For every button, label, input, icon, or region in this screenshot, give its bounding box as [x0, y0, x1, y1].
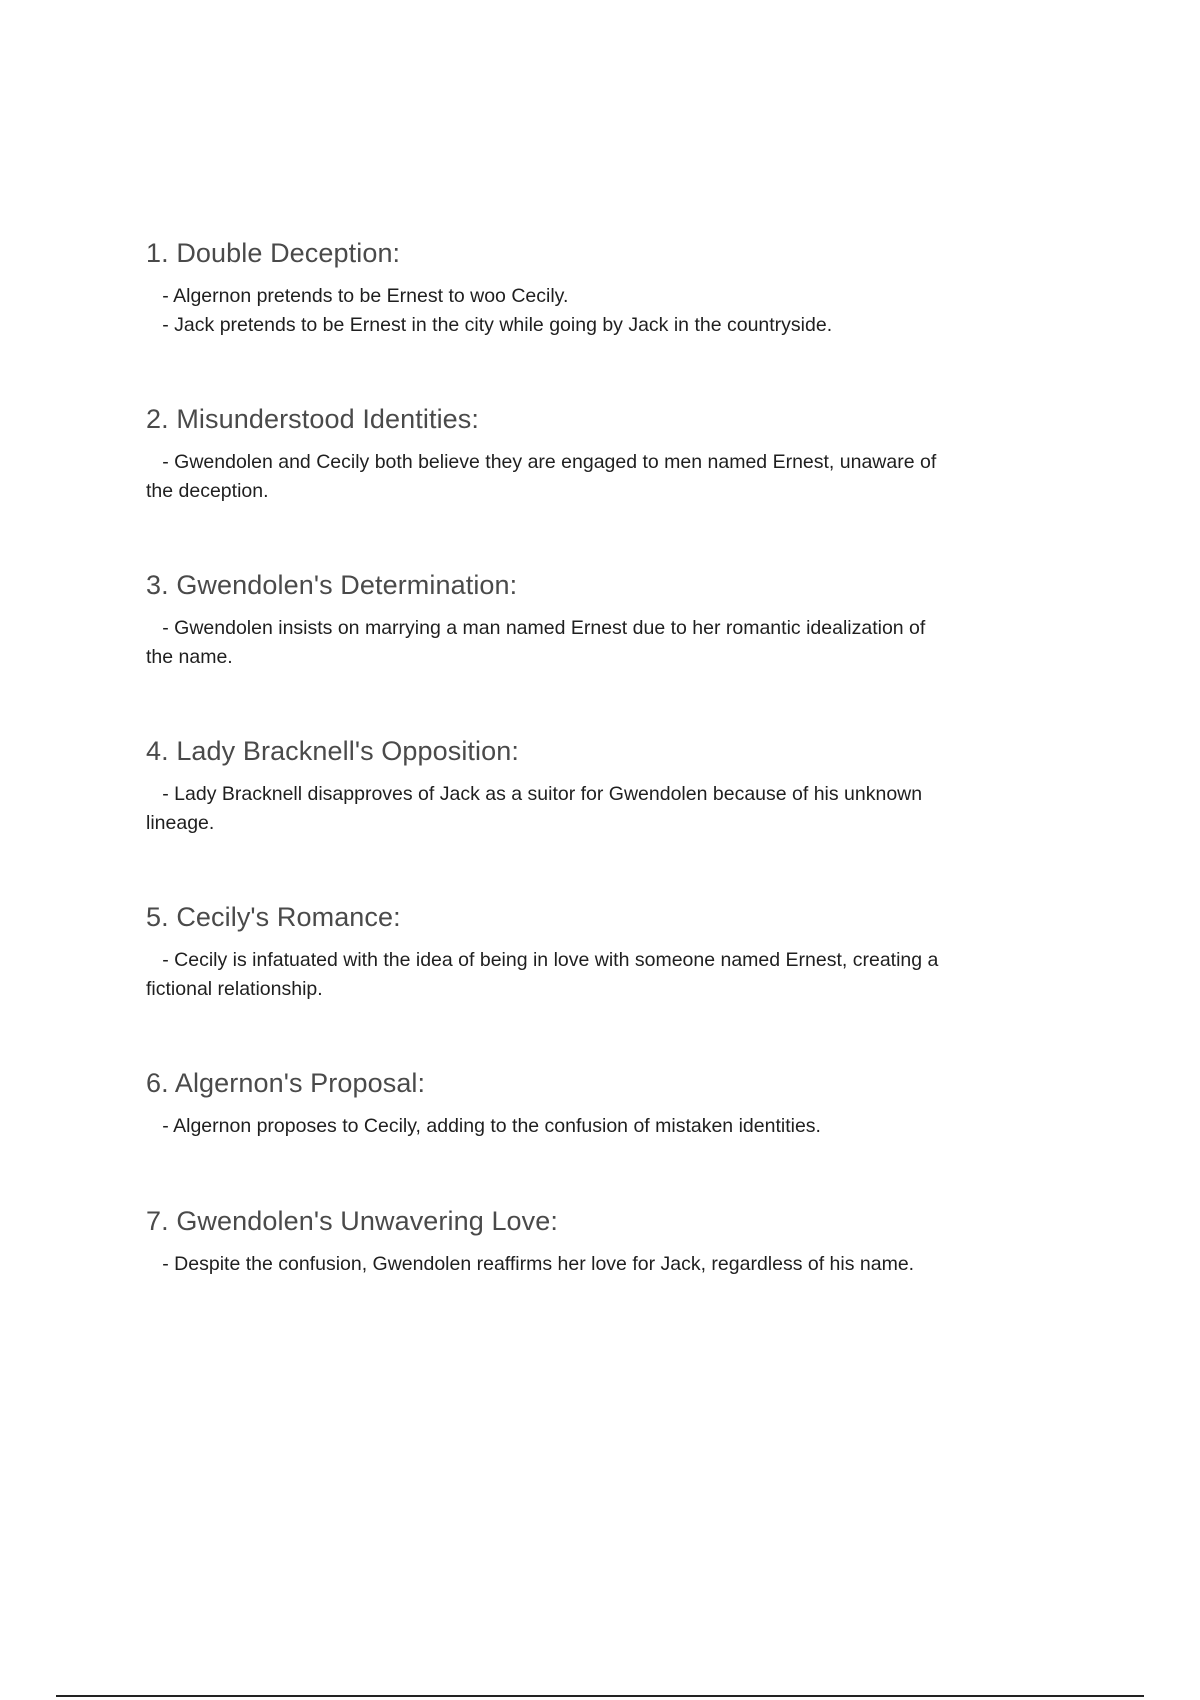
section-body: [146, 448, 936, 506]
section-lady-bracknells-opposition: [146, 734, 922, 838]
footer-divider: [56, 1695, 1144, 1697]
section-gwendolens-unwavering-love: [146, 1204, 914, 1279]
section-heading: 7. Gwendolen's Unwavering Love:: [146, 1206, 558, 1236]
section-gwendolens-determination: [146, 568, 925, 672]
section-body: [146, 282, 832, 340]
section-misunderstood-identities: [146, 402, 936, 506]
section-algernons-proposal: [146, 1066, 821, 1141]
body-line: fictional relationship.: [146, 978, 323, 1000]
body-line: lineage.: [146, 812, 215, 834]
body-line: - Despite the confusion, Gwendolen reaffirms her love for Jack, regardless of his name.: [146, 1253, 915, 1275]
section-body: [146, 1112, 821, 1141]
section-body: [146, 780, 922, 838]
section-double-deception: [146, 236, 832, 340]
section-cecilys-romance: [146, 900, 938, 1004]
body-line: - Jack pretends to be Ernest in the city while going by Jack in the countryside.: [146, 314, 833, 336]
section-heading: 2. Misunderstood Identities:: [146, 404, 479, 434]
body-line: - Lady Bracknell disapproves of Jack as a suitor for Gwendolen because of his unknown: [146, 783, 923, 805]
body-line: the deception.: [146, 480, 269, 502]
section-body: [146, 946, 938, 1004]
body-line: - Gwendolen insists on marrying a man named Ernest due to her romantic idealization of: [146, 617, 926, 639]
body-line: - Cecily is infatuated with the idea of being in love with someone named Ernest, creating a: [146, 949, 939, 971]
body-line: - Algernon proposes to Cecily, adding to the confusion of mistaken identities.: [146, 1115, 821, 1137]
section-heading: 1. Double Deception:: [146, 238, 401, 268]
section-heading: 4. Lady Bracknell's Opposition:: [146, 736, 519, 766]
body-line: - Algernon pretends to be Ernest to woo Cecily.: [146, 285, 569, 307]
section-heading: 3. Gwendolen's Determination:: [146, 570, 518, 600]
section-heading: 6. Algernon's Proposal:: [146, 1068, 426, 1098]
section-body: [146, 614, 925, 672]
section-heading: 5. Cecily's Romance:: [146, 902, 401, 932]
section-body: [146, 1250, 914, 1279]
body-line: - Gwendolen and Cecily both believe they are engaged to men named Ernest, unaware of: [146, 451, 937, 473]
body-line: the name.: [146, 646, 233, 668]
